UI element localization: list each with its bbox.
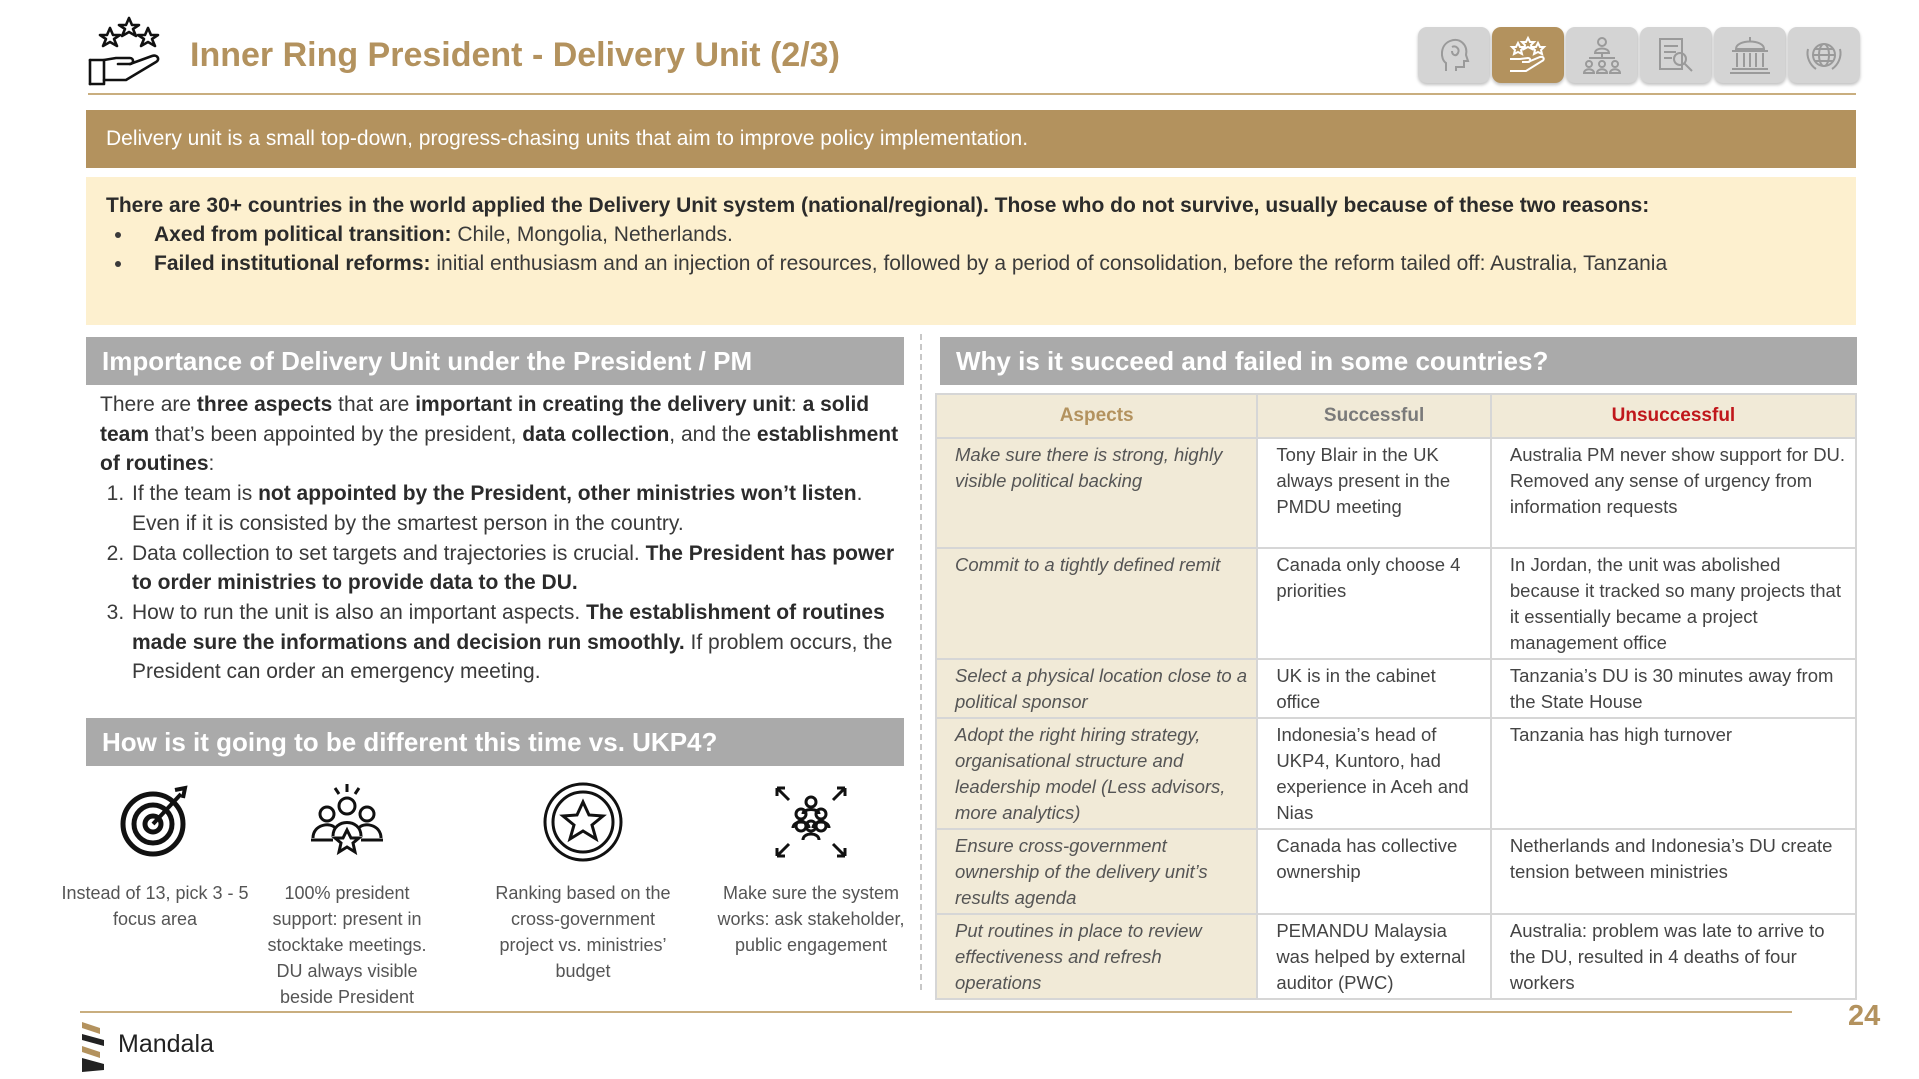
success-failure-table [935, 393, 1857, 1000]
successful-cell: PEMANDU Malaysia was helped by external auditor (PWC) [1257, 914, 1491, 999]
different-heading: How is it going to be different this time vs. UKP4? [86, 718, 904, 766]
note-lead: There are 30+ countries in the world applied the Delivery Unit system (national/regional). Those who do not survive, usually because of these two reasons: [106, 194, 1650, 217]
different-caption: Instead of 13, pick 3 - 5 focus area [61, 883, 249, 929]
importance-intro: There are three aspects that are important in creating the delivery unit: a solid team that’s been appointed by the president, data collection, and the establishment of routines: [100, 393, 899, 476]
mandala-logo-icon [78, 1020, 108, 1074]
importance-point: 3. How to run the unit is also an important aspects. The establishment of routines made sure the informations and decision run smoothly. If problem occurs, the President can order an emergency meeting. [130, 598, 900, 687]
column-header-aspects: Aspects [936, 394, 1257, 438]
table-row [936, 718, 1856, 829]
head-icon [1432, 35, 1476, 75]
hand-stars-icon [1506, 35, 1550, 75]
different-caption: 100% president support: present in stocktake meetings. DU always visible beside President [267, 883, 427, 1007]
column-header-unsuccessful: Unsuccessful [1491, 394, 1856, 438]
note-bullets [106, 220, 1836, 278]
nav-org-chart-button[interactable] [1566, 27, 1638, 83]
footer-divider [80, 1011, 1792, 1013]
aspect-cell: Ensure cross-government ownership of the delivery unit’s results agenda [936, 829, 1257, 914]
nav-hand-stars-button[interactable] [1492, 27, 1564, 83]
target-icon [113, 780, 197, 864]
note-bullet-text: initial enthusiasm and an injection of resources, followed by a period of consolidation, before the reform tailed off: Australia, Tanzania [430, 252, 1668, 275]
nav-globe-button[interactable] [1788, 27, 1860, 83]
aspect-cell: Make sure there is strong, highly visible political backing [936, 438, 1257, 548]
org-chart-icon [1580, 35, 1624, 75]
column-divider [920, 334, 922, 990]
successful-cell: UK is in the cabinet office [1257, 659, 1491, 718]
page-number: 24 [1848, 1000, 1881, 1032]
successful-cell: Canada only choose 4 priorities [1257, 548, 1491, 659]
successful-cell: Indonesia’s head of UKP4, Kuntoro, had experience in Aceh and Nias [1257, 718, 1491, 829]
globe-icon [1802, 35, 1846, 75]
table-row [936, 659, 1856, 718]
nav-head-button[interactable] [1418, 27, 1490, 83]
survival-note-box [86, 177, 1856, 325]
network-arrows-icon [769, 780, 853, 864]
note-bullet [134, 249, 1836, 278]
column-header-successful: Successful [1257, 394, 1491, 438]
nav-document-pen-button[interactable] [1640, 27, 1712, 83]
star-badge-icon [541, 780, 625, 864]
page-title: Inner Ring President - Delivery Unit (2/3) [190, 36, 840, 74]
different-item [488, 780, 678, 984]
brand-name: Mandala [118, 1030, 214, 1058]
note-bullet [134, 220, 1836, 249]
different-item [252, 780, 442, 1010]
why-heading: Why is it succeed and failed in some countries? [940, 337, 1857, 385]
aspect-cell: Commit to a tightly defined remit [936, 548, 1257, 659]
importance-heading: Importance of Delivery Unit under the President / PM [86, 337, 904, 385]
table-row [936, 914, 1856, 999]
different-item [716, 780, 906, 958]
note-bullet-label: Axed from political transition: [154, 223, 452, 246]
aspect-cell: Adopt the right hiring strategy, organisational structure and leadership model (Less advisors, more analytics) [936, 718, 1257, 829]
unsuccessful-cell: Netherlands and Indonesia’s DU create tension between ministries [1491, 829, 1856, 914]
unsuccessful-cell: Australia: problem was late to arrive to the DU, resulted in 4 deaths of four workers [1491, 914, 1856, 999]
note-bullet-text: Chile, Mongolia, Netherlands. [451, 223, 733, 246]
note-bullet-label: Failed institutional reforms: [154, 252, 431, 275]
importance-body [100, 390, 900, 687]
nav-government-building-button[interactable] [1714, 27, 1786, 83]
document-pen-icon [1654, 35, 1698, 75]
definition-banner: Delivery unit is a small top-down, progress-chasing units that aim to improve policy implementation. [86, 110, 1856, 168]
group-star-icon [305, 780, 389, 864]
different-item [60, 780, 250, 932]
unsuccessful-cell: Tanzania has high turnover [1491, 718, 1856, 829]
successful-cell: Tony Blair in the UK always present in the PMDU meeting [1257, 438, 1491, 548]
table-row [936, 438, 1856, 548]
importance-points [100, 479, 900, 687]
table-row [936, 548, 1856, 659]
aspect-cell: Put routines in place to review effectiveness and refresh operations [936, 914, 1257, 999]
table-row [936, 829, 1856, 914]
table-header-row [936, 394, 1856, 438]
successful-cell: Canada has collective ownership [1257, 829, 1491, 914]
different-caption: Make sure the system works: ask stakeholder, public engagement [717, 883, 905, 955]
unsuccessful-cell: In Jordan, the unit was abolished because it tracked so many projects that it essentially became a project management office [1491, 548, 1856, 659]
aspect-cell: Select a physical location close to a political sponsor [936, 659, 1257, 718]
unsuccessful-cell: Australia PM never show support for DU. Removed any sense of urgency from information requests [1491, 438, 1856, 548]
unsuccessful-cell: Tanzania’s DU is 30 minutes away from the State House [1491, 659, 1856, 718]
hand-stars-logo-icon [86, 14, 172, 90]
header-divider [88, 93, 1856, 95]
different-caption: Ranking based on the cross-government project vs. ministries’ budget [495, 883, 671, 981]
government-building-icon [1728, 35, 1772, 75]
importance-point: 2. Data collection to set targets and trajectories is crucial. The President has power to order ministries to provide data to the DU. [130, 539, 900, 598]
importance-point: 1. If the team is not appointed by the President, other ministries won’t listen. Even if it is consisted by the smartest person in the country. [130, 479, 900, 538]
